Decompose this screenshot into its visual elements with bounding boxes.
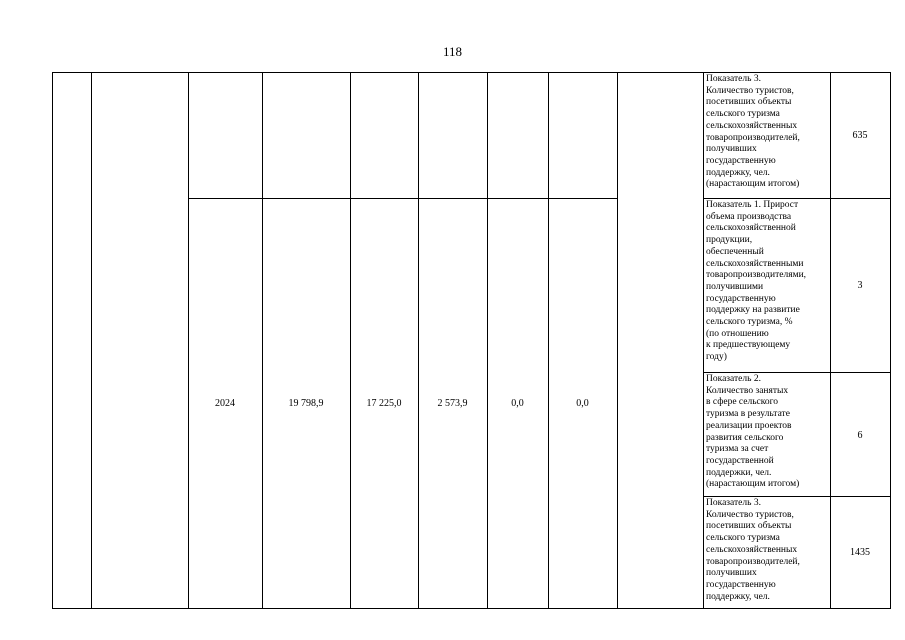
col-line: [890, 72, 891, 609]
cell-col-b: 17 225,0: [366, 398, 402, 409]
col-line: [617, 72, 618, 609]
indicator-value: 3: [857, 280, 863, 291]
cell-year: 2024: [215, 398, 235, 409]
table-bottom-border: [52, 608, 891, 609]
col-line: [188, 72, 189, 609]
cell-total: 19 798,9: [288, 398, 324, 409]
col-line: [830, 72, 831, 609]
indicator-text: Показатель 3. Количество туристов, посетивших объекты сельского туризма сельскохозяйственных товаропроизводителей, получивших государственную поддержку, чел.: [706, 498, 800, 602]
cell-col-c: 2 573,9: [437, 398, 468, 409]
row-line: [703, 198, 891, 199]
col-line: [418, 72, 419, 609]
row-line: [703, 496, 891, 497]
col-line: [487, 72, 488, 609]
col-line: [52, 72, 53, 609]
indicator-text: Показатель 1. Прирост объема производства сельскохозяйственной продукции, обеспеченный сельскохозяйственными товаропроизводителями, получившими государственную поддержку на развитие сельского туризма, % (по отношению к предшествующему году): [706, 200, 807, 363]
col-line: [262, 72, 263, 609]
indicator-text: Показатель 3. Количество туристов, посетивших объекты сельского туризма сельскохозяйственных товаропроизводителей, получивших государственную поддержку, чел. (нарастающим итогом): [706, 74, 800, 190]
page-number: 118: [442, 44, 463, 59]
row-line: [188, 198, 617, 199]
indicator-value: 6: [857, 430, 863, 441]
cell-col-e: 0,0: [576, 398, 589, 409]
col-line: [91, 72, 92, 609]
col-line: [703, 72, 704, 609]
cell-col-d: 0,0: [511, 398, 524, 409]
indicator-value: 1435: [850, 547, 870, 558]
indicator-value: 635: [852, 130, 868, 141]
col-line: [350, 72, 351, 609]
row-line: [703, 372, 891, 373]
table-top-border: [52, 72, 891, 73]
col-line: [548, 72, 549, 609]
indicator-text: Показатель 2. Количество занятых в сфере сельского туризма в результате реализации проектов развития сельского туризма за счет государственной поддержки, чел. (нарастающим итогом): [706, 374, 800, 490]
